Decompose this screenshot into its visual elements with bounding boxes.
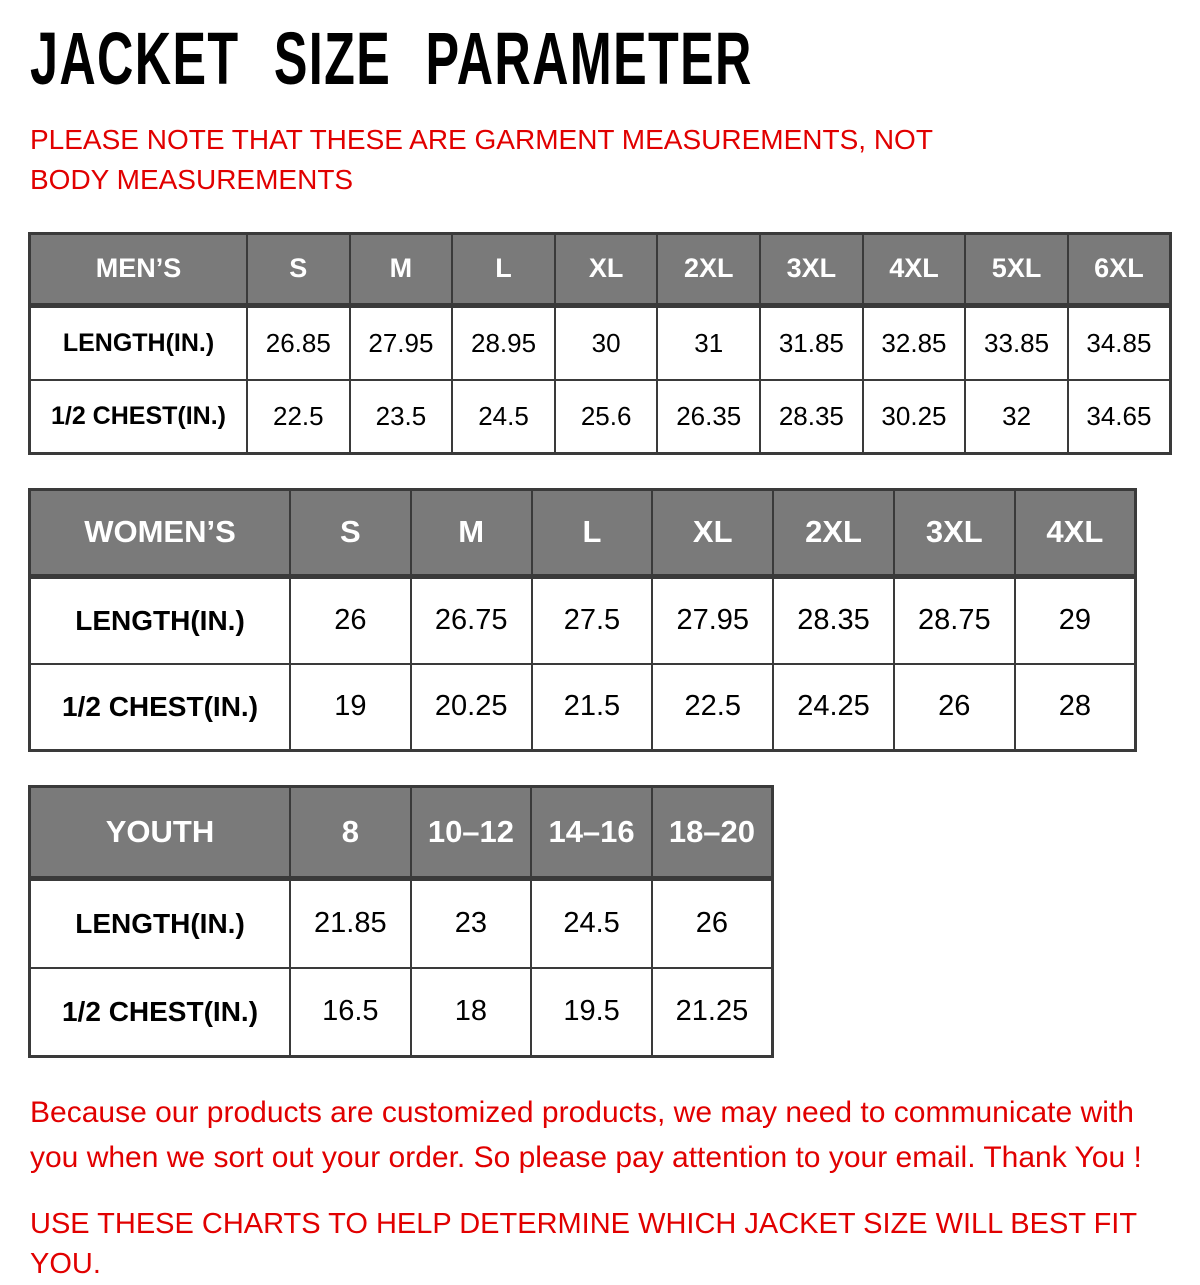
row-label: LENGTH(IN.) bbox=[30, 878, 291, 968]
size-value-cell: 28.95 bbox=[452, 305, 555, 380]
size-value-cell: 30 bbox=[555, 305, 658, 380]
size-value-cell: 26.75 bbox=[411, 576, 532, 664]
size-value-cell: 26 bbox=[652, 878, 773, 968]
size-value-cell: 21.85 bbox=[290, 878, 411, 968]
size-header-cell: 18–20 bbox=[652, 786, 773, 878]
size-value-cell: 28.35 bbox=[773, 576, 894, 664]
table-header-row bbox=[30, 233, 1171, 305]
garment-measurement-note: PLEASE NOTE THAT THESE ARE GARMENT MEASUREMENTS, NOT BODY MEASUREMENTS bbox=[30, 124, 933, 195]
size-value-cell: 16.5 bbox=[290, 968, 411, 1057]
table-title-cell: WOMEN’S bbox=[30, 489, 291, 576]
size-header-cell: 3XL bbox=[760, 233, 863, 305]
size-header-cell: 4XL bbox=[863, 233, 966, 305]
table-row bbox=[30, 878, 773, 968]
size-header-cell: M bbox=[350, 233, 453, 305]
size-header-cell: 6XL bbox=[1068, 233, 1171, 305]
size-value-cell: 28 bbox=[1015, 664, 1136, 751]
size-header-cell: 2XL bbox=[773, 489, 894, 576]
page-title: JACKET SIZE PARAMETER bbox=[30, 17, 753, 100]
size-value-cell: 26 bbox=[290, 576, 411, 664]
customization-note: Because our products are customized products, we may need to communicate with you when we sort out your order. So please pay attention to your email. Thank You ! bbox=[30, 1095, 1142, 1174]
size-value-cell: 27.5 bbox=[532, 576, 653, 664]
size-value-cell: 23.5 bbox=[350, 380, 453, 454]
size-header-cell: 4XL bbox=[1015, 489, 1136, 576]
size-value-cell: 25.6 bbox=[555, 380, 658, 454]
size-value-cell: 30.25 bbox=[863, 380, 966, 454]
size-header-cell: 14–16 bbox=[531, 786, 652, 878]
size-value-cell: 22.5 bbox=[652, 664, 773, 751]
size-value-cell: 32.85 bbox=[863, 305, 966, 380]
table-title-cell: YOUTH bbox=[30, 786, 291, 878]
size-header-cell: 5XL bbox=[965, 233, 1068, 305]
size-value-cell: 28.75 bbox=[894, 576, 1015, 664]
table-header-row bbox=[30, 786, 773, 878]
row-label: LENGTH(IN.) bbox=[30, 576, 291, 664]
table-row bbox=[30, 664, 1136, 751]
size-value-cell: 18 bbox=[411, 968, 532, 1057]
size-header-cell: XL bbox=[652, 489, 773, 576]
size-header-cell: 3XL bbox=[894, 489, 1015, 576]
size-header-cell: 2XL bbox=[657, 233, 760, 305]
size-value-cell: 27.95 bbox=[350, 305, 453, 380]
size-value-cell: 24.25 bbox=[773, 664, 894, 751]
table-row bbox=[30, 968, 773, 1057]
table-title-cell: MEN’S bbox=[30, 233, 248, 305]
size-value-cell: 34.65 bbox=[1068, 380, 1171, 454]
size-value-cell: 29 bbox=[1015, 576, 1136, 664]
size-value-cell: 27.95 bbox=[652, 576, 773, 664]
size-value-cell: 33.85 bbox=[965, 305, 1068, 380]
womens-size-table bbox=[28, 488, 1137, 752]
size-value-cell: 21.25 bbox=[652, 968, 773, 1057]
size-header-cell: M bbox=[411, 489, 532, 576]
table-row bbox=[30, 380, 1171, 454]
size-value-cell: 34.85 bbox=[1068, 305, 1171, 380]
row-label: 1/2 CHEST(IN.) bbox=[30, 664, 291, 751]
size-value-cell: 26 bbox=[894, 664, 1015, 751]
mens-size-table bbox=[28, 232, 1172, 455]
size-header-cell: XL bbox=[555, 233, 658, 305]
size-header-cell: 8 bbox=[290, 786, 411, 878]
size-header-cell: L bbox=[532, 489, 653, 576]
size-value-cell: 22.5 bbox=[247, 380, 350, 454]
size-header-cell: S bbox=[247, 233, 350, 305]
size-value-cell: 21.5 bbox=[532, 664, 653, 751]
size-value-cell: 28.35 bbox=[760, 380, 863, 454]
size-value-cell: 19 bbox=[290, 664, 411, 751]
table-header-row bbox=[30, 489, 1136, 576]
size-value-cell: 31 bbox=[657, 305, 760, 380]
size-value-cell: 24.5 bbox=[531, 878, 652, 968]
chart-usage-note: USE THESE CHARTS TO HELP DETERMINE WHICH JACKET SIZE WILL BEST FIT YOU. bbox=[30, 1207, 1137, 1281]
size-value-cell: 31.85 bbox=[760, 305, 863, 380]
table-row bbox=[30, 305, 1171, 380]
youth-size-table bbox=[28, 785, 774, 1058]
table-row bbox=[30, 576, 1136, 664]
row-label: 1/2 CHEST(IN.) bbox=[30, 968, 291, 1057]
size-value-cell: 32 bbox=[965, 380, 1068, 454]
row-label: 1/2 CHEST(IN.) bbox=[30, 380, 248, 454]
size-value-cell: 19.5 bbox=[531, 968, 652, 1057]
size-value-cell: 23 bbox=[411, 878, 532, 968]
row-label: LENGTH(IN.) bbox=[30, 305, 248, 380]
size-value-cell: 26.85 bbox=[247, 305, 350, 380]
size-header-cell: L bbox=[452, 233, 555, 305]
size-value-cell: 20.25 bbox=[411, 664, 532, 751]
size-header-cell: 10–12 bbox=[411, 786, 532, 878]
size-value-cell: 24.5 bbox=[452, 380, 555, 454]
size-header-cell: S bbox=[290, 489, 411, 576]
size-value-cell: 26.35 bbox=[657, 380, 760, 454]
